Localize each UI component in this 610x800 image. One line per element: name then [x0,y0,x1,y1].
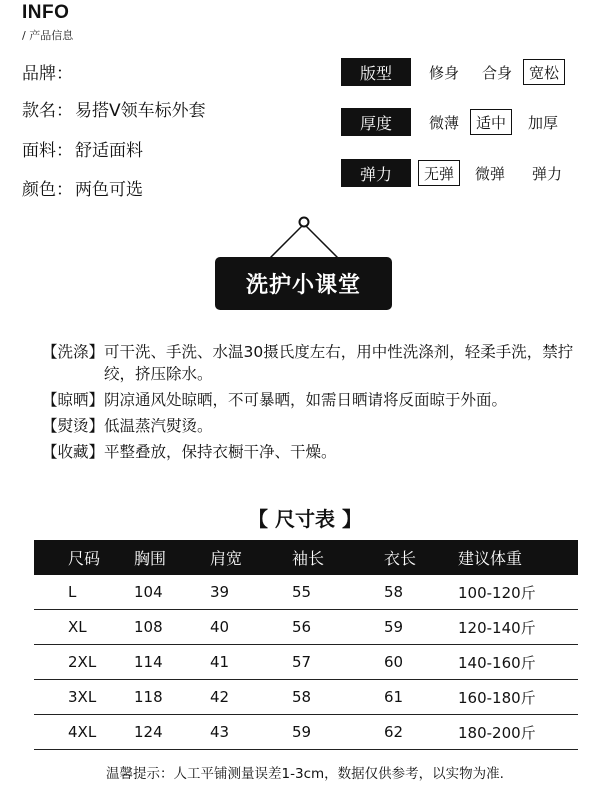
cell-length: 58 [378,575,458,610]
attr-brand-key: 品牌： [22,64,73,84]
cell-shoulder: 43 [206,715,292,750]
header-length: 衣长 [378,540,458,575]
table-row [34,645,578,680]
care-tag-drying: 【晾晒】 [42,391,105,409]
care-row-drying [42,389,597,411]
cell-shoulder: 40 [206,610,292,645]
cell-size: XL [34,610,120,645]
attr-fabric-key: 面料： [22,141,73,161]
table-row [34,680,578,715]
attr-color-key: 颜色： [22,180,73,200]
property-elasticity-label: 弹力 [341,159,411,187]
cell-length: 62 [378,715,458,750]
care-text-washing: 可干洗、手洗、水温30摄氏度左右，用中性洗涤剂，轻柔手洗，禁拧绞，挤压除水。 [104,343,574,383]
care-tag-washing: 【洗涤】 [42,343,105,361]
care-tag-storage: 【收藏】 [42,443,105,461]
cell-chest: 108 [120,610,206,645]
cell-weight: 140-160斤 [458,645,578,680]
property-thickness [341,108,564,136]
cell-sleeve: 55 [292,575,378,610]
attr-style-name-key: 款名： [22,101,73,121]
header-shoulder: 肩宽 [206,540,292,575]
fit-option-slim: 修身 [429,63,460,82]
cell-size: L [34,575,120,610]
fit-option-regular: 合身 [482,63,513,82]
property-fit [341,58,565,86]
care-row-ironing [42,415,597,437]
cell-sleeve: 57 [292,645,378,680]
cell-shoulder: 39 [206,575,292,610]
property-fit-label: 版型 [341,58,411,86]
fit-option-loose-selected: 宽松 [523,59,565,85]
cell-chest: 118 [120,680,206,715]
info-title: INFO [22,2,70,23]
care-text-drying: 阴凉通风处晾晒，不可暴晒，如需日晒请将反面晾于外面。 [104,391,508,409]
info-subtitle: / 产品信息 [22,29,74,42]
cell-weight: 180-200斤 [458,715,578,750]
header-chest: 胸围 [120,540,206,575]
cell-size: 3XL [34,680,120,715]
table-row [34,575,578,610]
care-row-washing [42,341,597,385]
cell-sleeve: 58 [292,680,378,715]
elasticity-option-stretch: 弹力 [532,164,563,183]
cell-sleeve: 56 [292,610,378,645]
cell-weight: 160-180斤 [458,680,578,715]
attr-style-name-value: 易搭V领车标外套 [75,101,206,121]
cell-shoulder: 42 [206,680,292,715]
attr-fabric [22,136,143,161]
attr-color [22,175,143,200]
cell-chest: 124 [120,715,206,750]
elasticity-option-slight: 微弹 [475,164,506,183]
measurement-note: 温馨提示：人工平铺测量误差1-3cm，数据仅供参考，以实物为准. [106,766,504,782]
cell-sleeve: 59 [292,715,378,750]
cell-weight: 100-120斤 [458,575,578,610]
attr-fabric-value: 舒适面料 [75,141,143,161]
care-tag-ironing: 【熨烫】 [42,417,105,435]
property-elasticity [341,159,568,187]
care-instructions [42,341,597,463]
cell-chest: 104 [120,575,206,610]
thickness-option-thick: 加厚 [528,113,559,132]
header-size: 尺码 [34,540,120,575]
cell-size: 2XL [34,645,120,680]
header-weight: 建议体重 [458,540,578,575]
header-sleeve: 袖长 [292,540,378,575]
thickness-option-thin: 微薄 [429,113,460,132]
cell-length: 59 [378,610,458,645]
thickness-option-medium-selected: 适中 [470,109,512,135]
table-row [34,715,578,750]
cell-chest: 114 [120,645,206,680]
cell-size: 4XL [34,715,120,750]
cell-shoulder: 41 [206,645,292,680]
attr-color-value: 两色可选 [75,180,143,200]
care-section-title: 洗护小课堂 [215,257,392,310]
cell-length: 61 [378,680,458,715]
cell-length: 60 [378,645,458,680]
size-table-title: 【 尺寸表 】 [248,507,362,531]
attr-brand [22,59,75,84]
size-table-header-row [34,540,578,575]
size-table [34,540,578,750]
property-thickness-label: 厚度 [341,108,411,136]
care-text-storage: 平整叠放，保持衣橱干净、干燥。 [104,443,337,461]
care-text-ironing: 低温蒸汽熨烫。 [104,417,213,435]
attr-style-name [22,96,206,121]
care-row-storage [42,441,597,463]
table-row [34,610,578,645]
cell-weight: 120-140斤 [458,610,578,645]
elasticity-option-none-selected: 无弹 [418,160,460,186]
